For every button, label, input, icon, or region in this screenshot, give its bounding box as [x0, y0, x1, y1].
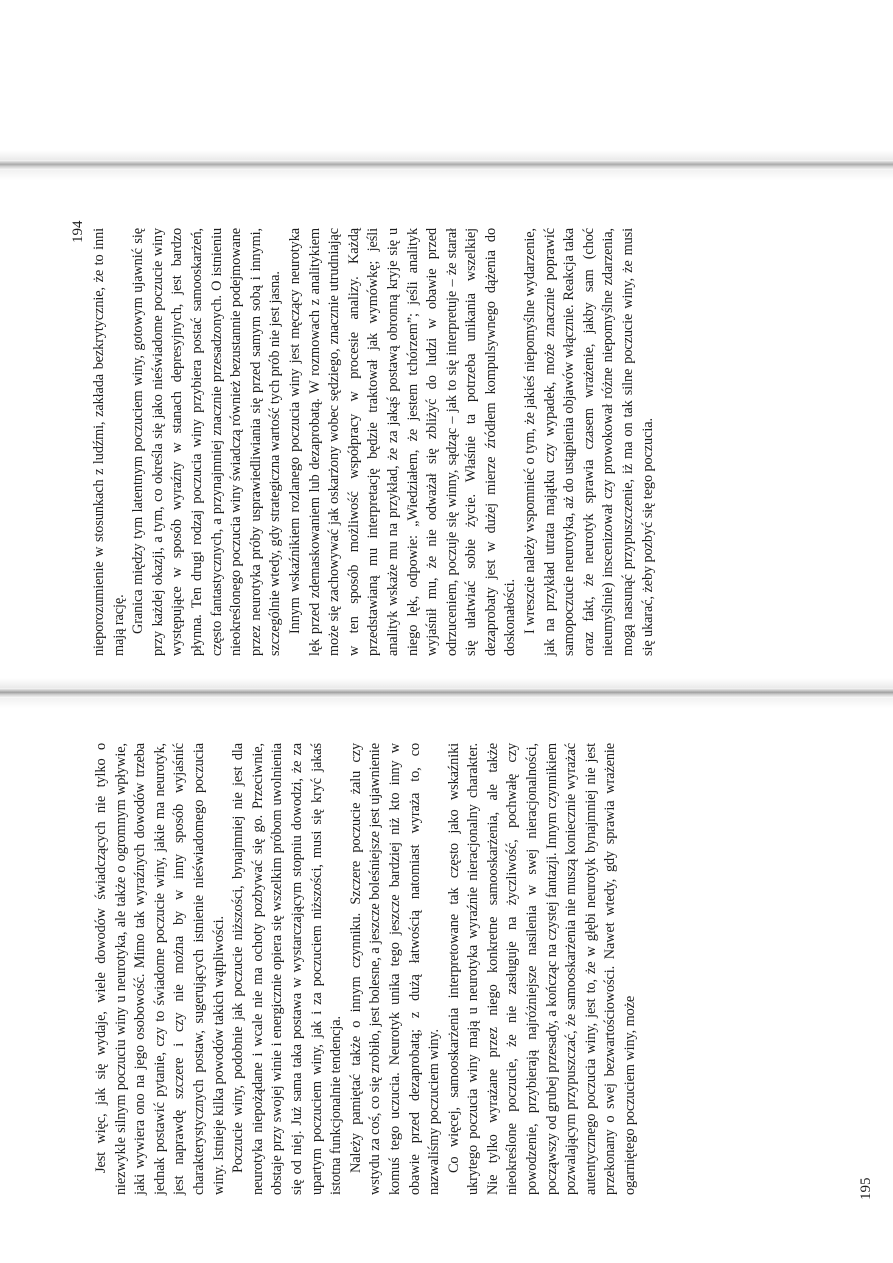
paragraph: Poczucie winy, podobnie jak poczucie niższości, bynajmniej nie jest dla neurotyka niepożądane i wcale nie ma ochoty pozbywać się go. Przeciwnie, obstaje przy swojej winie i energicznie opiera się wszelkim próbom uwolnienia się od niej. Już sama taka postawa w wystarczającym stopniu dowodzi, że za upartym poczuciem winy, jak i za poczuciem niższości, musi się kryć jakaś istotna funkcjonalnie tendencja.	[230, 743, 345, 1195]
page-195	[92, 743, 832, 1195]
paragraph: I wreszcie należy wspomnieć o tym, że jakieś niepomyślne wydarzenie, jak na przykład utrata majątku czy wypadek, może znacznie poprawić samopoczucie neurotyka, aż do ustąpienia objawów włącznie. Reakcja taka oraz fakt, że neurotyk sprawia czasem wrażenie, jakby sam (choć nieumyślnie) inscenizował czy prowokował różne niepomyślne zdarzenia, mogą nasunąć przypuszczenie, iż ma on tak silne poczucie winy, że musi się ukarać, żeby pozbyć się tego poczucia.	[522, 228, 656, 656]
paragraph: nieporozumienie w stosunkach z ludźmi, zakłada bezkrytycznie, że to inni mają rację.	[91, 228, 127, 656]
page-194	[90, 228, 810, 656]
page-number: 195	[858, 1177, 874, 1200]
paragraph: Należy pamiętać także o innym czynniku. Szczere poczucie żalu czy wstydu za coś, co się zrobiło, jest bolesne, a jeszcze boleśniejsze jest ujawnienie komuś tego uczucia. Neurotyk unika tego jeszcze bardziej niż kto inny w obawie przed dezaprobatą; z dużą łatwością natomiast wyraża to, co nazwaliśmy poczuciem winy.	[347, 743, 443, 1195]
page-number: 194	[70, 220, 86, 243]
paragraph: Granica między tym latentnym poczuciem winy, gotowym ujawnić się przy każdej okazji, a tym, co określa się jako nieświadome poczucie winy występujące w sposób wyraźny w stanach depresyjnych, jest bardzo płynna. Ten drugi rodzaj poczucia winy przybiera postać samooskarżeń, często fantastycznych, a przynajmniej znacznie przesadzonych. O istnieniu nieokreślonego poczucia winy świadczą również bezustannie podejmowane przez neurotyka próby usprawiedliwiania się przed samym sobą i innymi, szczególnie wtedy, gdy strategiczna wartość tych prób nie jest jasna.	[130, 228, 284, 656]
book-spine-line	[0, 688, 893, 698]
paragraph: Innym wskaźnikiem rozlanego poczucia winy jest męczący neurotyka lęk przed zdemaskowaniem lub dezaprobatą. W rozmowach z analitykiem może się zachowywać jak oskarżony wobec sędziego, znacznie utrudniając w ten sposób możliwość współpracy w procesie analizy. Każdą przedstawianą mu interpretację będzie traktował jak wymówkę; jeśli analityk wskaże mu na przykład, że za jakąś postawą obronną kryje się u niego lęk, odpowie: „Wiedziałem, że jestem tchórzem”; jeśli analityk wyjaśnił mu, że nie odważał się zbliżyć do ludzi w obawie przed odrzuceniem, poczuje się winny, sądząc – jak to się interpretuje – że starał się ułatwiać sobie życie. Właśnie ta potrzeba unikania wszelkiej dezaprobaty jest w dużej mierze źródłem kompulsywnego dążenia do doskonałości.	[286, 228, 519, 656]
paragraph: Jest więc, jak się wydaje, wiele dowodów świadczących nie tylko o niezwykle silnym poczuciu winy u neurotyka, ale także o ogromnym wpływie, jaki wywiera ono na jego osobowość. Mimo tak wyraźnych dowodów trzeba jednak postawić pytanie, czy to świadome poczucie winy, jakie ma neurotyk, jest naprawdę szczere i czy nie można by w inny sposób wyjaśnić charakterystycznych postaw, sugerujących istnienie nieświadomego poczucia winy. Istnieje kilka powodów takich wątpliwości.	[93, 743, 227, 1195]
paragraph: Co więcej, samooskarżenia interpretowane tak często jako wskaźniki ukrytego poczucia winy mają u neurotyka wyraźnie nieracjonalny charakter. Nie tylko wyrażane przez niego konkretne samooskarżenia, ale także nieokreślone poczucie, że nie zasługuje na życzliwość, pochwałę czy powodzenie, przybierają najróżniejsze nasilenia w swej nieracjonalności, począwszy od grubej przesady, a kończąc na czystej fantazji. Innym czynnikiem pozwalającym przypuszczać, że samooskarżenia nie muszą koniecznie wyrażać autentycznego poczucia winy, jest to, że w głębi neurotyk bynajmniej nie jest przekonany o swej bezwartościowości. Nawet wtedy, gdy sprawia wrażenie ogarniętego poczuciem winy, może	[445, 743, 639, 1195]
page-edge-top	[0, 160, 893, 170]
